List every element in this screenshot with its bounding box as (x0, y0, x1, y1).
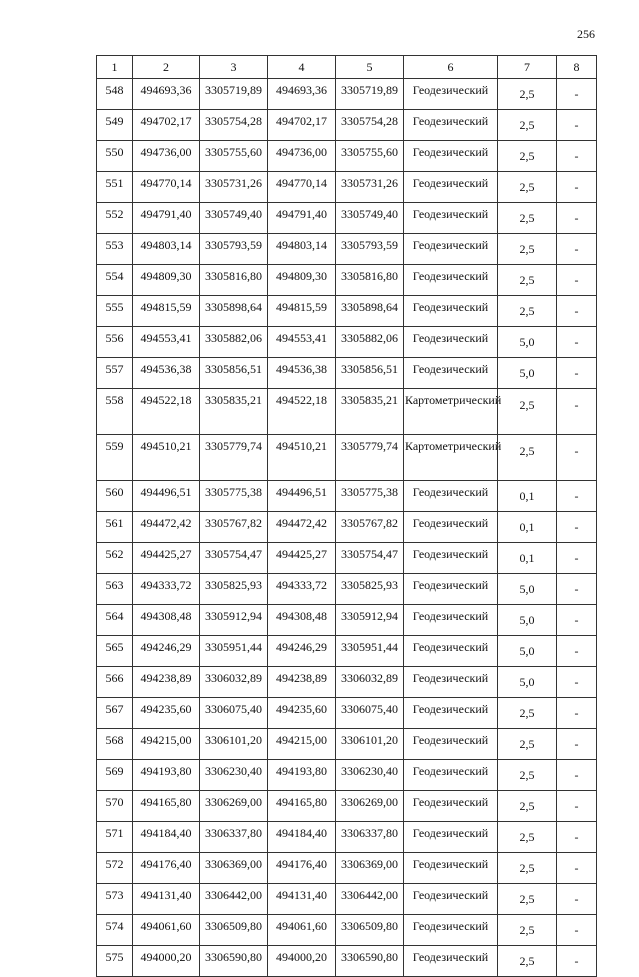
table-cell: 2,5 (498, 389, 557, 435)
table-cell: 494803,14 (268, 234, 336, 265)
table-cell: Геодезический (404, 327, 498, 358)
table-cell: 3305793,59 (336, 234, 404, 265)
table-cell: 494235,60 (268, 698, 336, 729)
table-cell: 2,5 (498, 791, 557, 822)
table-row (97, 389, 597, 435)
table-cell: - (557, 389, 597, 435)
table-cell: Геодезический (404, 667, 498, 698)
table-cell: 494215,00 (268, 729, 336, 760)
table-cell: 5,0 (498, 605, 557, 636)
table-row (97, 760, 597, 791)
table-cell: 3305898,64 (336, 296, 404, 327)
table-cell: 494184,40 (268, 822, 336, 853)
column-header: 2 (133, 56, 200, 79)
table-cell: 494496,51 (268, 481, 336, 512)
table-row (97, 915, 597, 946)
table-cell: 569 (97, 760, 133, 791)
table-cell: 3306032,89 (336, 667, 404, 698)
table-cell: 2,5 (498, 915, 557, 946)
table-cell: 567 (97, 698, 133, 729)
table-cell: Геодезический (404, 543, 498, 574)
table-cell: 3305754,28 (336, 110, 404, 141)
table-cell: 494176,40 (268, 853, 336, 884)
table-cell: - (557, 698, 597, 729)
table-cell: 494215,00 (133, 729, 200, 760)
table-cell: 3305749,40 (336, 203, 404, 234)
table-cell: 494736,00 (133, 141, 200, 172)
table-row (97, 141, 597, 172)
table-cell: 494246,29 (133, 636, 200, 667)
table-cell: 494815,59 (133, 296, 200, 327)
table-cell: Геодезический (404, 574, 498, 605)
column-header: 4 (268, 56, 336, 79)
table-cell: 565 (97, 636, 133, 667)
table-cell: 494131,40 (133, 884, 200, 915)
table-cell: Геодезический (404, 946, 498, 977)
table-cell: 3305779,74 (336, 435, 404, 481)
table-cell: 549 (97, 110, 133, 141)
table-cell: 3306369,00 (200, 853, 268, 884)
table-cell: 3305731,26 (336, 172, 404, 203)
table-cell: 3305835,21 (200, 389, 268, 435)
table-cell: 3306230,40 (336, 760, 404, 791)
table-cell: 555 (97, 296, 133, 327)
table-cell: Геодезический (404, 234, 498, 265)
table-row (97, 110, 597, 141)
table-row (97, 296, 597, 327)
table-cell: 3305825,93 (336, 574, 404, 605)
table-cell: 494061,60 (268, 915, 336, 946)
table-cell: 3306337,80 (200, 822, 268, 853)
table-cell: - (557, 234, 597, 265)
table-cell: 494553,41 (268, 327, 336, 358)
table-cell: 494425,27 (133, 543, 200, 574)
table-cell: - (557, 327, 597, 358)
table-cell: 3306509,80 (336, 915, 404, 946)
table-cell: 494333,72 (133, 574, 200, 605)
table-cell: Геодезический (404, 172, 498, 203)
table-cell: - (557, 296, 597, 327)
table-cell: - (557, 265, 597, 296)
table-cell: 494308,48 (133, 605, 200, 636)
table-cell: 494193,80 (133, 760, 200, 791)
table-cell: 494510,21 (268, 435, 336, 481)
table-cell: Геодезический (404, 481, 498, 512)
table-cell: Картометрический (404, 389, 498, 435)
table-cell: 2,5 (498, 172, 557, 203)
table-cell: - (557, 791, 597, 822)
table-row (97, 435, 597, 481)
table-cell: 494693,36 (133, 79, 200, 110)
table-cell: 3305754,28 (200, 110, 268, 141)
table-cell: - (557, 574, 597, 605)
table-cell: 3306075,40 (200, 698, 268, 729)
table-cell: - (557, 853, 597, 884)
table-cell: - (557, 729, 597, 760)
table-row (97, 481, 597, 512)
table-body (97, 79, 597, 977)
table-cell: 3305779,74 (200, 435, 268, 481)
table-cell: Геодезический (404, 79, 498, 110)
table-cell: - (557, 760, 597, 791)
table-cell: - (557, 636, 597, 667)
table-cell: 562 (97, 543, 133, 574)
table-cell: 3305775,38 (200, 481, 268, 512)
table-cell: 2,5 (498, 296, 557, 327)
table-cell: 554 (97, 265, 133, 296)
table-cell: 3306101,20 (336, 729, 404, 760)
table-row (97, 79, 597, 110)
table-cell: 559 (97, 435, 133, 481)
table-cell: 2,5 (498, 265, 557, 296)
table-cell: 3306590,80 (336, 946, 404, 977)
table-cell: 3306369,00 (336, 853, 404, 884)
table-cell: 5,0 (498, 667, 557, 698)
table-cell: Геодезический (404, 636, 498, 667)
table-cell: 561 (97, 512, 133, 543)
table-cell: 3305719,89 (336, 79, 404, 110)
table-cell: 556 (97, 327, 133, 358)
table-cell: Геодезический (404, 265, 498, 296)
table-cell: 3305898,64 (200, 296, 268, 327)
table-cell: 494496,51 (133, 481, 200, 512)
table-cell: - (557, 946, 597, 977)
table-cell: 2,5 (498, 435, 557, 481)
table-cell: 494165,80 (268, 791, 336, 822)
table-cell: Геодезический (404, 358, 498, 389)
table-cell: 560 (97, 481, 133, 512)
table-cell: Геодезический (404, 605, 498, 636)
table-cell: 3305767,82 (336, 512, 404, 543)
table-cell: 3305749,40 (200, 203, 268, 234)
table-cell: 2,5 (498, 234, 557, 265)
table-cell: 494238,89 (133, 667, 200, 698)
table-cell: 494235,60 (133, 698, 200, 729)
table-cell: 494693,36 (268, 79, 336, 110)
table-cell: - (557, 543, 597, 574)
table-cell: 3305951,44 (336, 636, 404, 667)
table-header-row (97, 56, 597, 79)
column-header: 1 (97, 56, 133, 79)
coordinates-table (96, 55, 597, 977)
table-cell: 564 (97, 605, 133, 636)
column-header: 6 (404, 56, 498, 79)
table-cell: 3305775,38 (336, 481, 404, 512)
table-cell: 494510,21 (133, 435, 200, 481)
table-cell: 570 (97, 791, 133, 822)
table-cell: 3306230,40 (200, 760, 268, 791)
table-cell: 494536,38 (268, 358, 336, 389)
table-row (97, 265, 597, 296)
table-cell: 3305856,51 (200, 358, 268, 389)
table-row (97, 234, 597, 265)
table-cell: 3305731,26 (200, 172, 268, 203)
table-cell: Геодезический (404, 296, 498, 327)
table-cell: 2,5 (498, 79, 557, 110)
table-cell: 550 (97, 141, 133, 172)
table-cell: 494238,89 (268, 667, 336, 698)
table-cell: Геодезический (404, 853, 498, 884)
table-row (97, 698, 597, 729)
table-cell: 3306509,80 (200, 915, 268, 946)
table-cell: 494736,00 (268, 141, 336, 172)
table-row (97, 574, 597, 605)
table-cell: 494791,40 (133, 203, 200, 234)
table-row (97, 791, 597, 822)
table-cell: 566 (97, 667, 133, 698)
table-cell: 575 (97, 946, 133, 977)
table-cell: 494770,14 (133, 172, 200, 203)
table-row (97, 172, 597, 203)
table-row (97, 853, 597, 884)
table-cell: 3305755,60 (336, 141, 404, 172)
table-cell: 494702,17 (268, 110, 336, 141)
table-cell: 494184,40 (133, 822, 200, 853)
table-cell: 571 (97, 822, 133, 853)
table-cell: 3306337,80 (336, 822, 404, 853)
column-header: 8 (557, 56, 597, 79)
table-cell: 3305825,93 (200, 574, 268, 605)
table-cell: Геодезический (404, 698, 498, 729)
table-cell: Геодезический (404, 203, 498, 234)
table-cell: 3305912,94 (200, 605, 268, 636)
table-cell: 3305754,47 (336, 543, 404, 574)
table-row (97, 946, 597, 977)
table-cell: 568 (97, 729, 133, 760)
table-cell: 494193,80 (268, 760, 336, 791)
table-cell: 2,5 (498, 203, 557, 234)
table-row (97, 605, 597, 636)
table-cell: 494536,38 (133, 358, 200, 389)
table-cell: Геодезический (404, 760, 498, 791)
table-cell: 548 (97, 79, 133, 110)
table-cell: 494176,40 (133, 853, 200, 884)
table-cell: Геодезический (404, 729, 498, 760)
table-cell: 494246,29 (268, 636, 336, 667)
table-cell: 494770,14 (268, 172, 336, 203)
table-cell: 558 (97, 389, 133, 435)
table-cell: 494131,40 (268, 884, 336, 915)
table-cell: 3305816,80 (200, 265, 268, 296)
table-cell: 494000,20 (133, 946, 200, 977)
table-cell: 494333,72 (268, 574, 336, 605)
table-cell: 2,5 (498, 946, 557, 977)
table-cell: - (557, 884, 597, 915)
table-cell: - (557, 79, 597, 110)
table-cell: 494809,30 (133, 265, 200, 296)
table-cell: - (557, 915, 597, 946)
table-cell: Геодезический (404, 822, 498, 853)
table-cell: 3306442,00 (200, 884, 268, 915)
table-cell: 563 (97, 574, 133, 605)
table-cell: - (557, 203, 597, 234)
table-cell: 3305754,47 (200, 543, 268, 574)
table-row (97, 543, 597, 574)
table-cell: 2,5 (498, 698, 557, 729)
table-cell: 0,1 (498, 481, 557, 512)
table-cell: 494472,42 (133, 512, 200, 543)
table-cell: 494809,30 (268, 265, 336, 296)
table-row (97, 358, 597, 389)
table-cell: 553 (97, 234, 133, 265)
table-cell: 3306442,00 (336, 884, 404, 915)
table-row (97, 822, 597, 853)
table-cell: 494702,17 (133, 110, 200, 141)
table-cell: 552 (97, 203, 133, 234)
table-cell: 3306590,80 (200, 946, 268, 977)
table-cell: 2,5 (498, 853, 557, 884)
table-cell: Геодезический (404, 110, 498, 141)
table-cell: 2,5 (498, 729, 557, 760)
table-cell: 494425,27 (268, 543, 336, 574)
table-cell: 0,1 (498, 543, 557, 574)
table-cell: 5,0 (498, 358, 557, 389)
table-cell: 494522,18 (268, 389, 336, 435)
table-cell: - (557, 435, 597, 481)
table-cell: 2,5 (498, 822, 557, 853)
table-cell: 2,5 (498, 141, 557, 172)
table-cell: 3306269,00 (200, 791, 268, 822)
table-cell: 3305793,59 (200, 234, 268, 265)
table-cell: 494791,40 (268, 203, 336, 234)
table-cell: 3305767,82 (200, 512, 268, 543)
table-cell: 3306075,40 (336, 698, 404, 729)
table-cell: 3306032,89 (200, 667, 268, 698)
column-header: 3 (200, 56, 268, 79)
table-cell: 3305951,44 (200, 636, 268, 667)
table-cell: 0,1 (498, 512, 557, 543)
table-cell: 574 (97, 915, 133, 946)
table-cell: 2,5 (498, 760, 557, 791)
table-cell: 551 (97, 172, 133, 203)
table-row (97, 512, 597, 543)
table-cell: 3305882,06 (336, 327, 404, 358)
table-cell: 2,5 (498, 884, 557, 915)
table-cell: Геодезический (404, 884, 498, 915)
table-cell: 2,5 (498, 110, 557, 141)
table-cell: - (557, 667, 597, 698)
table-cell: 3305856,51 (336, 358, 404, 389)
table-cell: 3305719,89 (200, 79, 268, 110)
table-row (97, 636, 597, 667)
table-cell: 3305816,80 (336, 265, 404, 296)
table-cell: 3306269,00 (336, 791, 404, 822)
table-cell: 494522,18 (133, 389, 200, 435)
table-cell: 3305755,60 (200, 141, 268, 172)
table-row (97, 729, 597, 760)
table-cell: 3305882,06 (200, 327, 268, 358)
table-cell: 3305835,21 (336, 389, 404, 435)
table-cell: - (557, 172, 597, 203)
table-cell: - (557, 358, 597, 389)
table-cell: 5,0 (498, 636, 557, 667)
column-header: 5 (336, 56, 404, 79)
table-cell: Геодезический (404, 915, 498, 946)
table-cell: 494165,80 (133, 791, 200, 822)
table-cell: 494553,41 (133, 327, 200, 358)
table-cell: Геодезический (404, 512, 498, 543)
table-cell: 494472,42 (268, 512, 336, 543)
table-cell: - (557, 110, 597, 141)
column-header: 7 (498, 56, 557, 79)
table-cell: - (557, 822, 597, 853)
table-row (97, 327, 597, 358)
table-cell: 3306101,20 (200, 729, 268, 760)
table-cell: 494803,14 (133, 234, 200, 265)
table-cell: Геодезический (404, 141, 498, 172)
table-cell: - (557, 605, 597, 636)
page-number: 256 (577, 27, 595, 41)
table-cell: Картометрический (404, 435, 498, 481)
table-cell: 494815,59 (268, 296, 336, 327)
table-cell: - (557, 141, 597, 172)
table-row (97, 884, 597, 915)
table-cell: 5,0 (498, 327, 557, 358)
table-cell: - (557, 512, 597, 543)
table-row (97, 667, 597, 698)
table-cell: 494000,20 (268, 946, 336, 977)
table-cell: 557 (97, 358, 133, 389)
table-cell: 494308,48 (268, 605, 336, 636)
table-cell: 3305912,94 (336, 605, 404, 636)
table-cell: 573 (97, 884, 133, 915)
table-row (97, 203, 597, 234)
table-cell: Геодезический (404, 791, 498, 822)
table-cell: - (557, 481, 597, 512)
table-cell: 5,0 (498, 574, 557, 605)
table-cell: 494061,60 (133, 915, 200, 946)
table-cell: 572 (97, 853, 133, 884)
